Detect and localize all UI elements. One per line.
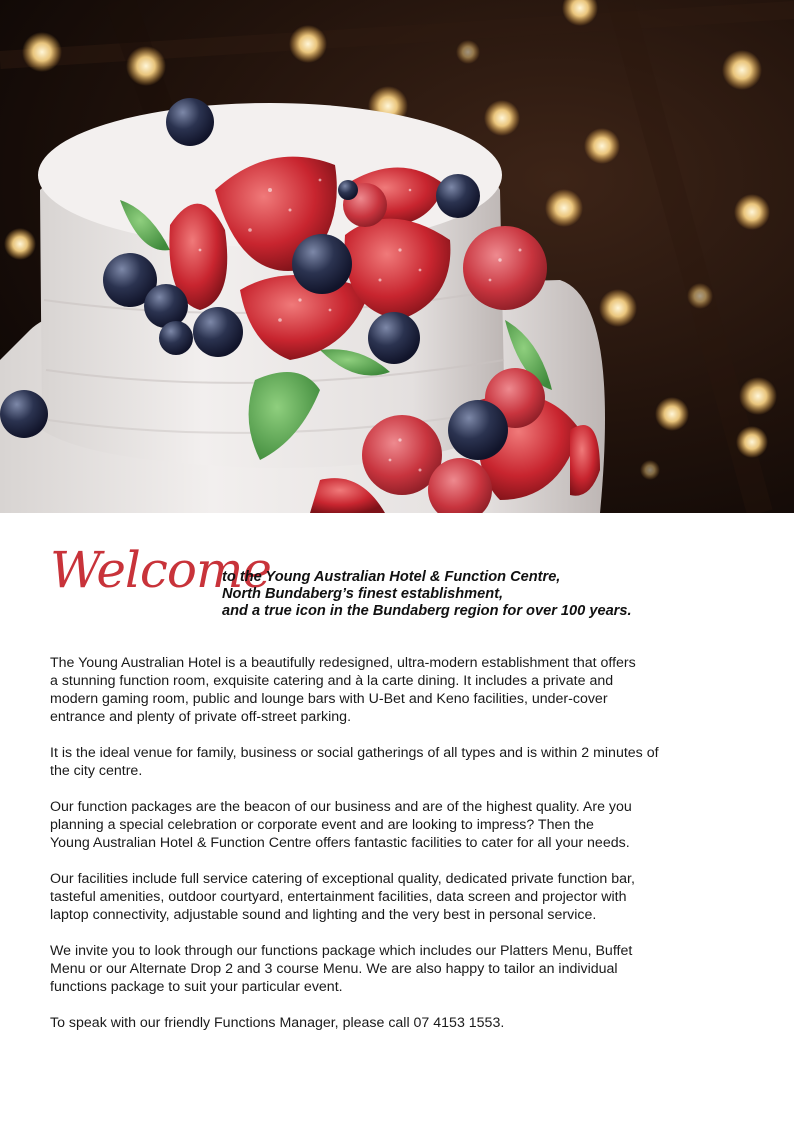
text-line: It is the ideal venue for family, business or social gatherings of all types and is within 2 minutes of <box>50 745 659 761</box>
welcome-tagline-line: North Bundaberg’s finest establishment, <box>222 586 504 602</box>
paragraph-packages <box>50 798 750 852</box>
paragraph-menus <box>50 942 750 996</box>
welcome-tagline-line: to the Young Australian Hotel & Function Centre, <box>222 569 561 585</box>
text-line: modern gaming room, public and lounge bars with U-Bet and Keno facilities, under-cover <box>50 691 608 707</box>
text-line: We invite you to look through our functions package which includes our Platters Menu, Buffet <box>50 943 633 959</box>
welcome-tagline-line: and a true icon in the Bundaberg region for over 100 years. <box>222 603 632 619</box>
paragraph-facilities <box>50 870 750 924</box>
body-copy <box>50 654 750 1050</box>
welcome-tagline <box>222 569 632 620</box>
text-line: The Young Australian Hotel is a beautifully redesigned, ultra-modern establishment that offers <box>50 655 636 671</box>
text-line: Our facilities include full service catering of exceptional quality, dedicated private function bar, <box>50 871 635 887</box>
text-line: functions package to suit your particular event. <box>50 979 343 995</box>
text-line: Young Australian Hotel & Function Centre offers fantastic facilities to cater for all your needs. <box>50 835 630 851</box>
text-line: To speak with our friendly Functions Manager, please call 07 4153 1553. <box>50 1015 505 1031</box>
text-line: a stunning function room, exquisite catering and à la carte dining. It includes a private and <box>50 673 614 689</box>
text-line: Our function packages are the beacon of our business and are of the highest quality. Are you <box>50 799 632 815</box>
text-line: planning a special celebration or corporate event and are looking to impress? Then the <box>50 817 594 833</box>
text-line: Menu or our Alternate Drop 2 and 3 course Menu. We are also happy to tailor an individual <box>50 961 618 977</box>
welcome-heading: Welcome <box>50 541 272 599</box>
text-line: laptop connectivity, adjustable sound and lighting and the very best in personal service. <box>50 907 597 923</box>
text-line: the city centre. <box>50 763 143 779</box>
paragraph-venue <box>50 744 750 780</box>
text-line: entrance and plenty of private off-street parking. <box>50 709 352 725</box>
welcome-block <box>50 541 750 635</box>
wedding-cake-photo-icon <box>0 0 794 513</box>
text-line: tasteful amenities, outdoor courtyard, entertainment facilities, data screen and projector with <box>50 889 627 905</box>
paragraph-intro <box>50 654 750 726</box>
paragraph-contact <box>50 1014 750 1032</box>
hero-image <box>0 0 794 513</box>
